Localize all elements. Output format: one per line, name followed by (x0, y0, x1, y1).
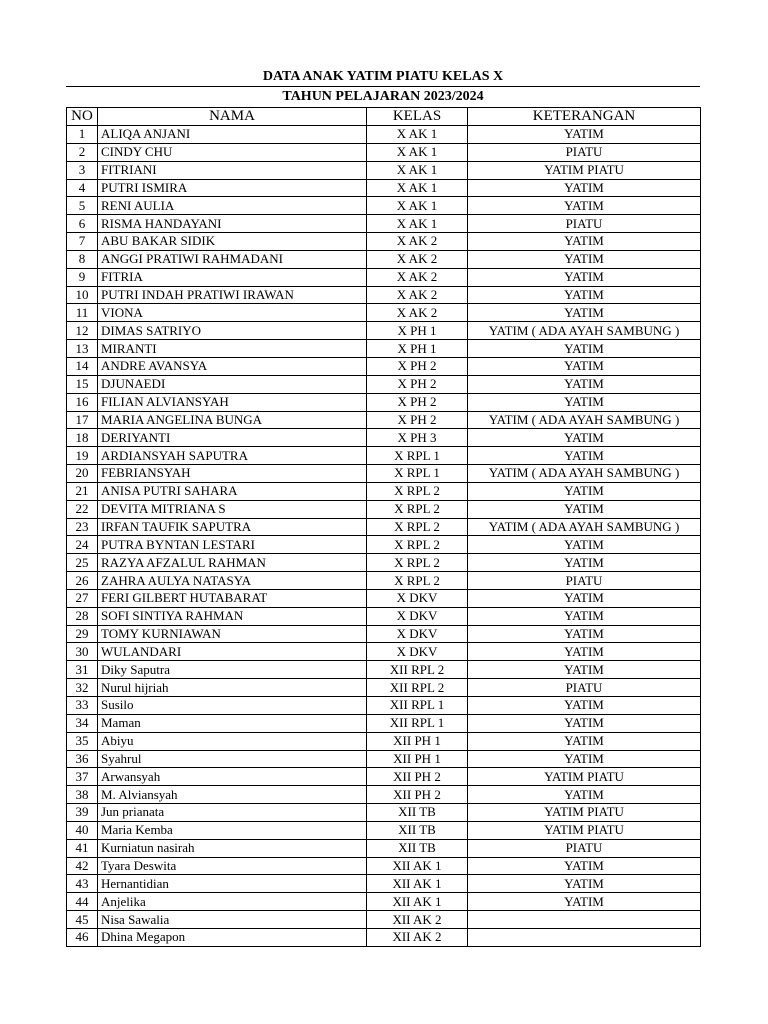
cell-nama: RAZYA AFZALUL RAHMAN (98, 554, 367, 572)
table-row (67, 911, 701, 929)
table-row (67, 875, 701, 893)
table-row (67, 732, 701, 750)
table-row (67, 482, 701, 500)
table-row (67, 625, 701, 643)
cell-kelas: XII RPL 2 (367, 679, 468, 697)
cell-nama: DJUNAEDI (98, 375, 367, 393)
cell-kelas: XII AK 1 (367, 875, 468, 893)
header-nama: NAMA (98, 108, 367, 126)
document-title: DATA ANAK YATIM PIATU KELAS X (66, 68, 700, 87)
cell-no: 9 (67, 268, 98, 286)
cell-nama: FITRIA (98, 268, 367, 286)
table-row (67, 821, 701, 839)
cell-keterangan: YATIM (468, 750, 701, 768)
cell-kelas: X RPL 2 (367, 482, 468, 500)
cell-nama: Syahrul (98, 750, 367, 768)
cell-nama: MIRANTI (98, 340, 367, 358)
table-row (67, 518, 701, 536)
cell-kelas: X DKV (367, 607, 468, 625)
cell-kelas: X AK 1 (367, 126, 468, 144)
cell-kelas: XII TB (367, 821, 468, 839)
cell-kelas: XII AK 2 (367, 928, 468, 946)
table-row (67, 893, 701, 911)
cell-keterangan: YATIM (468, 447, 701, 465)
cell-keterangan: YATIM PIATU (468, 804, 701, 822)
cell-keterangan: YATIM (468, 643, 701, 661)
cell-keterangan: YATIM (468, 857, 701, 875)
table-row (67, 215, 701, 233)
cell-kelas: X AK 1 (367, 215, 468, 233)
table-row (67, 679, 701, 697)
cell-keterangan (468, 928, 701, 946)
cell-keterangan: YATIM (468, 197, 701, 215)
cell-nama: PUTRI ISMIRA (98, 179, 367, 197)
cell-no: 35 (67, 732, 98, 750)
table-row (67, 322, 701, 340)
cell-kelas: XII RPL 1 (367, 697, 468, 715)
cell-kelas: X AK 2 (367, 304, 468, 322)
cell-no: 17 (67, 411, 98, 429)
cell-keterangan: YATIM PIATU (468, 161, 701, 179)
cell-nama: Susilo (98, 697, 367, 715)
cell-kelas: X RPL 2 (367, 572, 468, 590)
cell-keterangan: PIATU (468, 215, 701, 233)
cell-kelas: X RPL 2 (367, 554, 468, 572)
table-row (67, 589, 701, 607)
cell-keterangan: YATIM (468, 429, 701, 447)
cell-no: 28 (67, 607, 98, 625)
cell-nama: Arwansyah (98, 768, 367, 786)
cell-keterangan: YATIM (468, 589, 701, 607)
cell-no: 4 (67, 179, 98, 197)
cell-kelas: XII PH 1 (367, 750, 468, 768)
table-header-row (67, 108, 701, 126)
cell-keterangan: YATIM (468, 607, 701, 625)
table-row (67, 357, 701, 375)
cell-nama: Dhina Megapon (98, 928, 367, 946)
table-row (67, 411, 701, 429)
cell-keterangan: YATIM ( ADA AYAH SAMBUNG ) (468, 411, 701, 429)
cell-keterangan: YATIM (468, 786, 701, 804)
cell-nama: WULANDARI (98, 643, 367, 661)
cell-keterangan: YATIM PIATU (468, 821, 701, 839)
cell-no: 26 (67, 572, 98, 590)
table-body (67, 126, 701, 947)
cell-kelas: X DKV (367, 625, 468, 643)
cell-no: 38 (67, 786, 98, 804)
header-no: NO (67, 108, 98, 126)
cell-kelas: XII RPL 1 (367, 714, 468, 732)
cell-keterangan: YATIM (468, 554, 701, 572)
cell-keterangan: YATIM (468, 357, 701, 375)
cell-kelas: XII PH 2 (367, 768, 468, 786)
cell-kelas: XII PH 1 (367, 732, 468, 750)
cell-no: 45 (67, 911, 98, 929)
cell-nama: Anjelika (98, 893, 367, 911)
cell-kelas: X PH 1 (367, 322, 468, 340)
cell-no: 39 (67, 804, 98, 822)
cell-nama: ARDIANSYAH SAPUTRA (98, 447, 367, 465)
cell-kelas: X RPL 1 (367, 447, 468, 465)
header-kelas: KELAS (367, 108, 468, 126)
cell-keterangan (468, 911, 701, 929)
cell-no: 36 (67, 750, 98, 768)
document-page (66, 68, 700, 947)
header-keterangan: KETERANGAN (468, 108, 701, 126)
cell-keterangan: PIATU (468, 572, 701, 590)
table-row (67, 804, 701, 822)
cell-nama: Jun prianata (98, 804, 367, 822)
table-row (67, 697, 701, 715)
cell-nama: FILIAN ALVIANSYAH (98, 393, 367, 411)
cell-no: 24 (67, 536, 98, 554)
cell-kelas: X AK 1 (367, 179, 468, 197)
cell-nama: Tyara Deswita (98, 857, 367, 875)
cell-no: 13 (67, 340, 98, 358)
cell-nama: DERIYANTI (98, 429, 367, 447)
cell-nama: MARIA ANGELINA BUNGA (98, 411, 367, 429)
cell-kelas: X PH 1 (367, 340, 468, 358)
cell-nama: PUTRA BYNTAN LESTARI (98, 536, 367, 554)
cell-keterangan: YATIM PIATU (468, 768, 701, 786)
table-row (67, 179, 701, 197)
cell-no: 30 (67, 643, 98, 661)
cell-no: 41 (67, 839, 98, 857)
cell-keterangan: YATIM (468, 875, 701, 893)
cell-keterangan: YATIM (468, 304, 701, 322)
cell-keterangan: YATIM (468, 233, 701, 251)
cell-nama: ANGGI PRATIWI RAHMADANI (98, 250, 367, 268)
cell-keterangan: YATIM (468, 697, 701, 715)
table-row (67, 429, 701, 447)
cell-nama: Abiyu (98, 732, 367, 750)
table-row (67, 250, 701, 268)
table-row (67, 393, 701, 411)
cell-kelas: XII RPL 2 (367, 661, 468, 679)
cell-keterangan: PIATU (468, 143, 701, 161)
cell-keterangan: YATIM (468, 482, 701, 500)
cell-no: 29 (67, 625, 98, 643)
cell-keterangan: YATIM (468, 126, 701, 144)
cell-kelas: X AK 2 (367, 233, 468, 251)
cell-no: 6 (67, 215, 98, 233)
cell-kelas: X AK 1 (367, 197, 468, 215)
cell-kelas: XII TB (367, 804, 468, 822)
cell-no: 2 (67, 143, 98, 161)
cell-nama: ZAHRA AULYA NATASYA (98, 572, 367, 590)
cell-keterangan: YATIM (468, 393, 701, 411)
cell-kelas: X DKV (367, 589, 468, 607)
cell-no: 37 (67, 768, 98, 786)
cell-no: 14 (67, 357, 98, 375)
cell-keterangan: YATIM (468, 732, 701, 750)
cell-no: 27 (67, 589, 98, 607)
cell-nama: VIONA (98, 304, 367, 322)
cell-keterangan: YATIM ( ADA AYAH SAMBUNG ) (468, 322, 701, 340)
cell-no: 21 (67, 482, 98, 500)
cell-keterangan: YATIM (468, 661, 701, 679)
cell-keterangan: YATIM (468, 375, 701, 393)
cell-kelas: XII AK 2 (367, 911, 468, 929)
cell-keterangan: YATIM (468, 714, 701, 732)
cell-no: 42 (67, 857, 98, 875)
cell-keterangan: YATIM (468, 625, 701, 643)
cell-keterangan: YATIM (468, 179, 701, 197)
cell-nama: Kurniatun nasirah (98, 839, 367, 857)
cell-kelas: XII TB (367, 839, 468, 857)
cell-nama: Diky Saputra (98, 661, 367, 679)
cell-nama: CINDY CHU (98, 143, 367, 161)
cell-nama: M. Alviansyah (98, 786, 367, 804)
table-row (67, 661, 701, 679)
cell-kelas: X RPL 1 (367, 465, 468, 483)
cell-keterangan: YATIM (468, 268, 701, 286)
table-row (67, 161, 701, 179)
table-row (67, 304, 701, 322)
cell-kelas: X AK 2 (367, 268, 468, 286)
table-row (67, 643, 701, 661)
table-row (67, 126, 701, 144)
cell-no: 3 (67, 161, 98, 179)
cell-nama: RISMA HANDAYANI (98, 215, 367, 233)
cell-nama: RENI AULIA (98, 197, 367, 215)
cell-no: 11 (67, 304, 98, 322)
table-row (67, 786, 701, 804)
cell-keterangan: YATIM (468, 286, 701, 304)
cell-no: 43 (67, 875, 98, 893)
cell-no: 23 (67, 518, 98, 536)
cell-nama: Maman (98, 714, 367, 732)
cell-nama: Nisa Sawalia (98, 911, 367, 929)
cell-kelas: XII AK 1 (367, 893, 468, 911)
cell-keterangan: YATIM (468, 250, 701, 268)
cell-nama: Hernantidian (98, 875, 367, 893)
cell-keterangan: YATIM (468, 340, 701, 358)
cell-nama: FEBRIANSYAH (98, 465, 367, 483)
table-row (67, 768, 701, 786)
orphan-data-table (66, 107, 701, 947)
cell-no: 25 (67, 554, 98, 572)
cell-kelas: XII PH 2 (367, 786, 468, 804)
cell-kelas: X DKV (367, 643, 468, 661)
table-row (67, 268, 701, 286)
table-row (67, 554, 701, 572)
cell-nama: DIMAS SATRIYO (98, 322, 367, 340)
cell-kelas: X PH 2 (367, 375, 468, 393)
cell-no: 46 (67, 928, 98, 946)
cell-no: 44 (67, 893, 98, 911)
cell-no: 8 (67, 250, 98, 268)
table-row (67, 750, 701, 768)
table-row (67, 839, 701, 857)
cell-nama: ANDRE AVANSYA (98, 357, 367, 375)
cell-kelas: X RPL 2 (367, 500, 468, 518)
cell-no: 20 (67, 465, 98, 483)
cell-nama: ABU BAKAR SIDIK (98, 233, 367, 251)
cell-keterangan: PIATU (468, 679, 701, 697)
cell-no: 16 (67, 393, 98, 411)
cell-keterangan: YATIM ( ADA AYAH SAMBUNG ) (468, 518, 701, 536)
cell-no: 5 (67, 197, 98, 215)
cell-kelas: X PH 2 (367, 357, 468, 375)
cell-keterangan: PIATU (468, 839, 701, 857)
cell-keterangan: YATIM ( ADA AYAH SAMBUNG ) (468, 465, 701, 483)
cell-no: 31 (67, 661, 98, 679)
cell-nama: ALIQA ANJANI (98, 126, 367, 144)
table-row (67, 143, 701, 161)
table-row (67, 572, 701, 590)
cell-keterangan: YATIM (468, 500, 701, 518)
cell-nama: PUTRI INDAH PRATIWI IRAWAN (98, 286, 367, 304)
table-row (67, 447, 701, 465)
cell-no: 40 (67, 821, 98, 839)
cell-no: 1 (67, 126, 98, 144)
cell-nama: Maria Kemba (98, 821, 367, 839)
cell-no: 34 (67, 714, 98, 732)
cell-no: 19 (67, 447, 98, 465)
table-row (67, 465, 701, 483)
cell-keterangan: YATIM (468, 536, 701, 554)
cell-nama: IRFAN TAUFIK SAPUTRA (98, 518, 367, 536)
cell-kelas: X RPL 2 (367, 536, 468, 554)
cell-nama: ANISA PUTRI SAHARA (98, 482, 367, 500)
table-row (67, 233, 701, 251)
cell-nama: DEVITA MITRIANA S (98, 500, 367, 518)
cell-no: 18 (67, 429, 98, 447)
cell-no: 15 (67, 375, 98, 393)
cell-kelas: X AK 1 (367, 143, 468, 161)
cell-nama: FITRIANI (98, 161, 367, 179)
cell-kelas: X AK 1 (367, 161, 468, 179)
table-row (67, 340, 701, 358)
cell-nama: FERI GILBERT HUTABARAT (98, 589, 367, 607)
table-row (67, 197, 701, 215)
table-row (67, 857, 701, 875)
cell-nama: Nurul hijriah (98, 679, 367, 697)
cell-kelas: X RPL 2 (367, 518, 468, 536)
table-row (67, 500, 701, 518)
cell-kelas: X AK 2 (367, 250, 468, 268)
table-row (67, 607, 701, 625)
table-row (67, 536, 701, 554)
cell-nama: TOMY KURNIAWAN (98, 625, 367, 643)
table-row (67, 714, 701, 732)
cell-kelas: X PH 3 (367, 429, 468, 447)
cell-no: 7 (67, 233, 98, 251)
cell-no: 22 (67, 500, 98, 518)
document-subtitle: TAHUN PELAJARAN 2023/2024 (282, 89, 484, 104)
cell-no: 33 (67, 697, 98, 715)
cell-kelas: X PH 2 (367, 411, 468, 429)
cell-no: 10 (67, 286, 98, 304)
cell-kelas: X PH 2 (367, 393, 468, 411)
cell-keterangan: YATIM (468, 893, 701, 911)
cell-no: 32 (67, 679, 98, 697)
cell-nama: SOFI SINTIYA RAHMAN (98, 607, 367, 625)
cell-kelas: X AK 2 (367, 286, 468, 304)
cell-kelas: XII AK 1 (367, 857, 468, 875)
table-row (67, 286, 701, 304)
table-row (67, 375, 701, 393)
table-row (67, 928, 701, 946)
cell-no: 12 (67, 322, 98, 340)
